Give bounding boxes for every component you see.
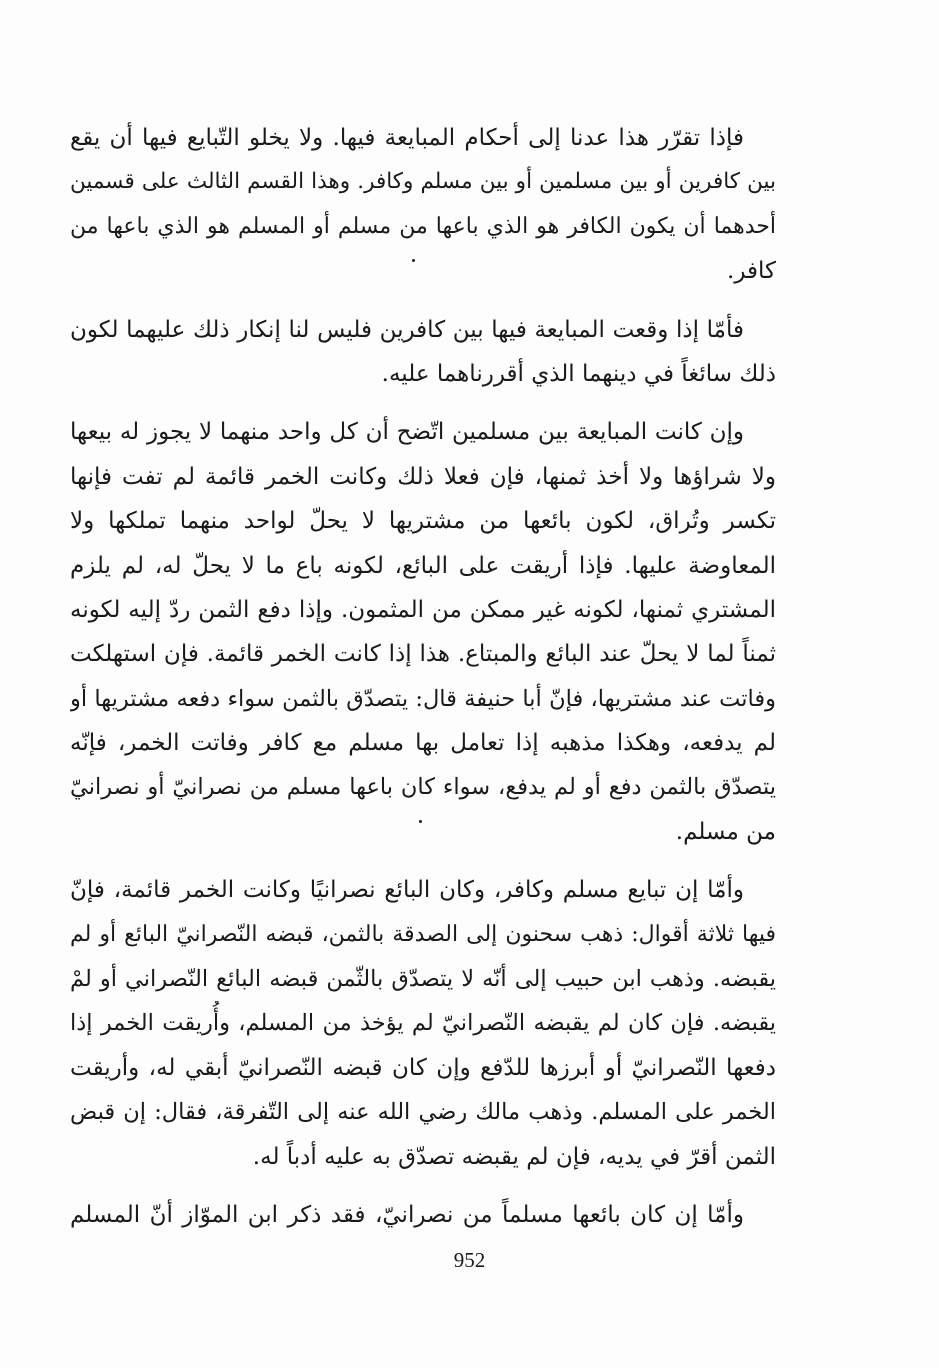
text-line: لم يدفعه، وهكذا مذهبه إذا تعامل بها مسلم مع كافر وفاتت الخمر، فإنّه — [70, 730, 776, 757]
text-line: فأمّا إذا وقعت المبايعة فيها بين كافرين فليس لنا إنكار ذلك عليهما لكون — [70, 316, 744, 343]
scan-speck — [419, 820, 422, 823]
text-line: الثمن أقرّ في يديه، فإن لم يقبضه تصدّق به عليه أدباً له. — [252, 1143, 776, 1170]
text-line: يقبضه. فإن كان لم يقبضه النّصرانيّ لم يؤخذ من المسلم، وأُريقت الخمر إذا — [70, 1010, 776, 1037]
text-line: دفعها النّصرانيّ أو أبرزها للدّفع وإن كان قبضه النّصرانيّ أبقي له، وأريقت — [70, 1054, 776, 1081]
text-line: ذلك سائغاً في دينهما الذي أقررناهما عليه. — [381, 360, 776, 387]
text-line: بين كافرين أو بين مسلمين أو بين مسلم وكافر. وهذا القسم الثالث على قسمين — [70, 169, 776, 195]
text-line: ولا شراؤها ولا أخذ ثمنها، فإن فعلا ذلك وكانت الخمر قائمة لم تفت فإنها — [70, 463, 776, 490]
text-line: أحدهما أن يكون الكافر هو الذي باعها من مسلم أو المسلم هو الذي باعها من — [70, 213, 776, 239]
paragraph-3 — [70, 410, 812, 854]
text-line: من مسلم. — [675, 818, 776, 845]
page-number: 952 — [453, 1248, 486, 1272]
text-line: يتصدّق بالثمن دفع أو لم يدفع، سواء كان باعها مسلم من نصرانيّ أو نصرانيّ — [70, 774, 776, 801]
text-line: وإن كانت المبايعة بين مسلمين اتّضح أن كل واحد منهما لا يجوز له بيعها — [70, 419, 744, 446]
text-line: كافر. — [727, 258, 776, 285]
text-line: وأمّا إن كان بائعها مسلماً من نصرانيّ، فقد ذكر ابن الموّاز أنّ المسلم — [70, 1201, 744, 1228]
paragraph-4 — [70, 868, 812, 1179]
body-text — [70, 116, 812, 1251]
paragraph-5 — [70, 1193, 812, 1237]
paragraph-2 — [70, 308, 812, 397]
text-line: وفاتت عند مشتريها، فإنّ أبا حنيفة قال: يتصدّق بالثمن سواء دفعه مشتريها أو — [70, 685, 776, 712]
paragraph-1 — [70, 116, 812, 294]
text-line: فإذا تقرّر هذا عدنا إلى أحكام المبايعة فيها. ولا يخلو التّبايع فيها أن يقع — [70, 125, 744, 151]
text-line: وأمّا إن تبايع مسلم وكافر، وكان البائع نصرانيًا وكانت الخمر قائمة، فإنّ — [70, 877, 744, 904]
text-line: فيها ثلاثة أقوال: ذهب سحنون إلى الصدقة بالثمن، قبضه النّصرانيّ البائع أو لم — [70, 921, 776, 947]
text-line: يقبضه. وذهب ابن حبيب إلى أنّه لا يتصدّق بالثّمن قبضه البائع النّصراني أو لمْ — [70, 966, 776, 993]
scan-speck — [412, 259, 415, 262]
text-line: ثمناً لما لا يحلّ عند البائع والمبتاع. هذا إذا كانت الخمر قائمة. فإن استهلكت — [70, 641, 776, 668]
text-line: المشتري ثمنها، لكونه غير ممكن من المثمون. وإذا دفع الثمن ردّ إليه لكونه — [70, 596, 776, 623]
text-line: المعاوضة عليها. فإذا أريقت على البائع، لكونه باع ما لا يحلّ له، لم يلزم — [70, 552, 776, 579]
text-line: الخمر على المسلم. وذهب مالك رضي الله عنه إلى التّفرقة، فقال: إن قبض — [70, 1099, 776, 1126]
text-line: تكسر وتُراق، لكون بائعها من مشتريها لا يحلّ لواحد منهما تملكها ولا — [70, 508, 776, 535]
